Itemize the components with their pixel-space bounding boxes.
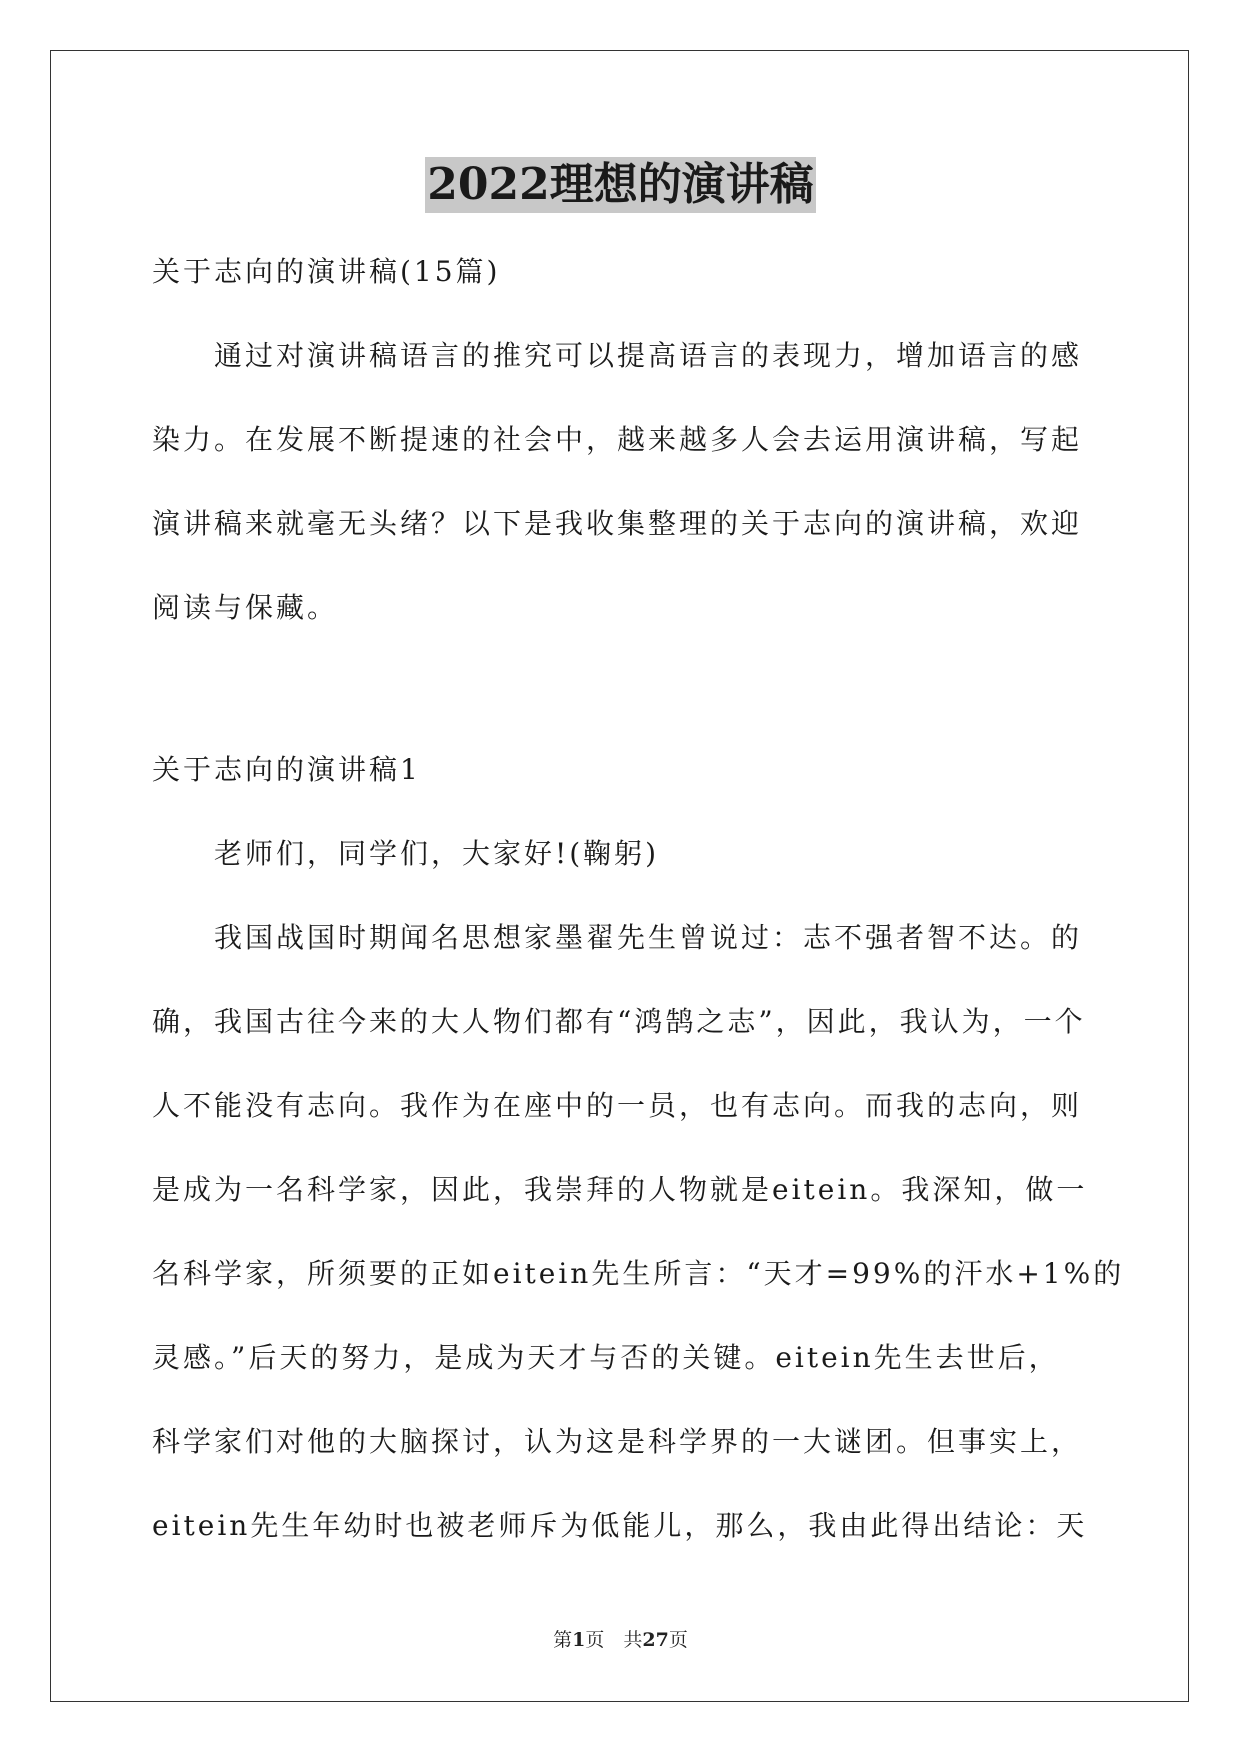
intro-line: 阅读与保藏。 (152, 591, 339, 624)
footer-middle: 页 共 (585, 1629, 643, 1651)
body-line: 我国战国时期闻名思想家墨翟先生曾说过：志不强者智不达。的 (214, 921, 1083, 954)
section-heading: 关于志向的演讲稿1 (152, 753, 421, 786)
body-line: eitein先生年幼时也被老师斥为低能儿，那么，我由此得出结论：天 (152, 1509, 1088, 1542)
title-wrap (0, 157, 1241, 213)
footer-prefix: 第 (553, 1629, 573, 1651)
intro-line: 演讲稿来就毫无头绪？以下是我收集整理的关于志向的演讲稿，欢迎 (152, 507, 1083, 540)
body-line: 是成为一名科学家，因此，我崇拜的人物就是eitein。我深知，做一 (152, 1173, 1088, 1206)
intro-heading: 关于志向的演讲稿(15篇) (152, 255, 501, 288)
body-line: 科学家们对他的大脑探讨，认为这是科学界的一大谜团。但事实上， (152, 1425, 1083, 1458)
body-line: 人不能没有志向。我作为在座中的一员，也有志向。而我的志向，则 (152, 1089, 1083, 1122)
greeting-line: 老师们，同学们，大家好!(鞠躬) (214, 837, 660, 870)
intro-line: 通过对演讲稿语言的推究可以提高语言的表现力，增加语言的感 (214, 339, 1083, 372)
paragraph-gap (152, 650, 1092, 728)
footer-page-number: 1 (572, 1629, 586, 1651)
footer-total-pages: 27 (642, 1629, 669, 1651)
page-footer (0, 1628, 1241, 1652)
document-title: 2022理想的演讲稿 (425, 157, 815, 213)
body-line: 灵感。”后天的努力，是成为天才与否的关键。eitein先生去世后， (152, 1341, 1060, 1374)
intro-line: 染力。在发展不断提速的社会中，越来越多人会去运用演讲稿，写起 (152, 423, 1083, 456)
footer-suffix: 页 (668, 1629, 688, 1651)
body-line: 确，我国古往今来的大人物们都有“鸿鹄之志”，因此，我认为，一个 (152, 1005, 1086, 1038)
document-body (152, 230, 1125, 1568)
body-line: 名科学家，所须要的正如eitein先生所言：“天才=99%的汗水+1%的 (152, 1257, 1125, 1290)
